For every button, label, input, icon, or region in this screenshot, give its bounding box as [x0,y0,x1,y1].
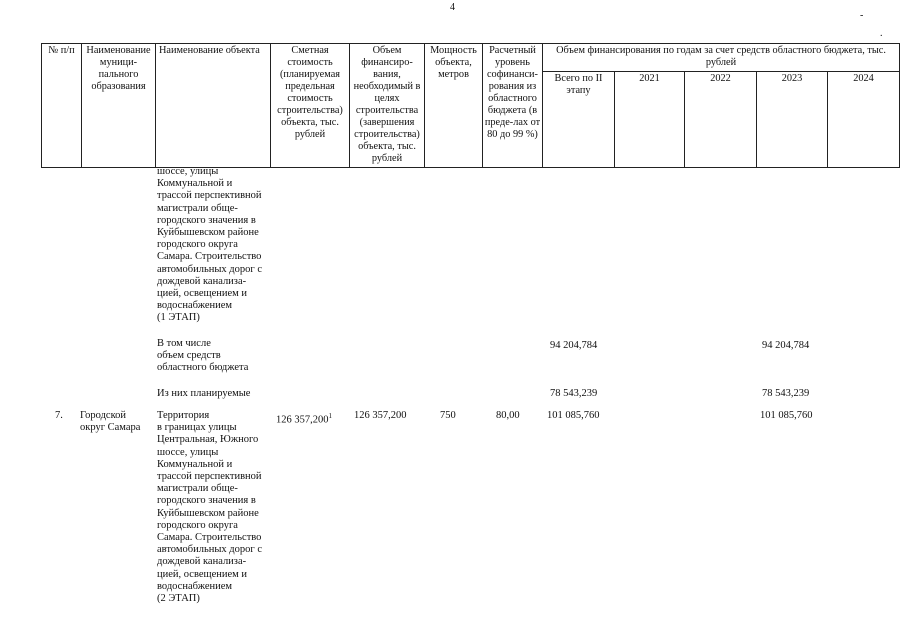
including-line: областного бюджета [157,362,249,374]
table-header [41,43,900,168]
header-funding-volume: Объем финансиро-вания, необходимый в целях строительства (завершения строительства) объекта, тыс. рублей [350,44,425,168]
including-2023: 94 204,784 [762,340,810,351]
object-line: автомобильных дорог с [157,263,262,275]
object-line: Коммунальной и [157,178,233,190]
header-year-2022: 2022 [685,72,757,168]
row7-2023: 101 085,760 [760,410,813,421]
object-line: в границах улицы [157,422,237,434]
planned-2023: 78 543,239 [762,388,810,399]
object-line: (1 ЭТАП) [157,312,200,324]
object-line: дождевой канализа- [157,556,247,568]
header-year-2024: 2024 [828,72,900,168]
row7-cost [276,410,332,427]
including-line: объем средств [157,350,221,362]
municipality-line: Городской [80,410,127,421]
municipality-line: округ Самара [80,422,141,434]
header-num: № п/п [42,44,82,168]
planned-total: 78 543,239 [550,388,598,399]
object-line: городского округа [157,239,238,251]
object-line: цией, освещением и [157,288,248,300]
header-year-2023: 2023 [757,72,828,168]
including-line: В том числе [157,338,211,349]
object-line: магистрали обще- [157,483,238,495]
header-year-2021: 2021 [615,72,685,168]
row7-cost-footnote: 1 [328,412,332,420]
header-cofinancing: Расчетный уровень софинанси-рования из областного бюджета (в преде-лах от 80 до 99 %) [483,44,543,168]
object-line: городского значения в [157,495,256,507]
object-line: Территория [157,410,210,421]
object-line: водоснабжением [157,300,233,312]
header-municipality: Наименование муници-пального образования [82,44,156,168]
object-line: шоссе, улицы [157,446,219,458]
object-line: дождевой канализа- [157,275,247,287]
header-cost: Сметная стоимость (планируемая предельная стоимость строительства) объекта, тыс. рублей [271,44,350,168]
row7-cost-value: 126 357,200 [276,414,329,426]
row7-object-name [157,410,262,605]
object-line: Куйбышевском районе [157,507,259,519]
object-line: шоссе, улицы [157,166,219,177]
including-label [157,338,248,375]
object-line: Куйбышевском районе [157,227,259,239]
object-line: Центральная, Южного [157,434,259,446]
row7-municipality [80,410,140,434]
header-total-stage2: Всего по II этапу [543,72,615,168]
object-line: трассой перспективной [157,190,262,202]
object-line: городского значения в [157,214,256,226]
object-line: трассой перспективной [157,471,262,483]
corner-mark: - [860,10,864,21]
header-by-years: Объем финансирования по годам за счет средств областного бюджета, тыс. рублей [543,44,900,72]
including-total: 94 204,784 [550,340,598,351]
header-capacity: Мощность объекта, метров [425,44,483,168]
row7-num: 7. [55,410,63,421]
row7-total: 101 085,760 [547,410,600,421]
object-line: цией, освещением и [157,568,248,580]
header-object: Наименование объекта [156,44,271,168]
object-line: автомобильных дорог с [157,544,262,556]
row7-cofinancing: 80,00 [496,410,520,421]
object-line: магистрали обще- [157,202,238,214]
row7-capacity: 750 [440,410,456,421]
page-number: 4 [450,2,455,13]
corner-mark: . [880,28,883,39]
object-line: городского округа [157,519,238,531]
continued-object-name [157,166,262,325]
row7-funding: 126 357,200 [354,410,407,421]
object-line: Самара. Строительство [157,251,262,263]
object-line: водоснабжением [157,580,233,592]
object-line: (2 ЭТАП) [157,593,200,605]
object-line: Коммунальной и [157,458,233,470]
planned-label: Из них планируемые [157,388,251,399]
object-line: Самара. Строительство [157,532,262,544]
